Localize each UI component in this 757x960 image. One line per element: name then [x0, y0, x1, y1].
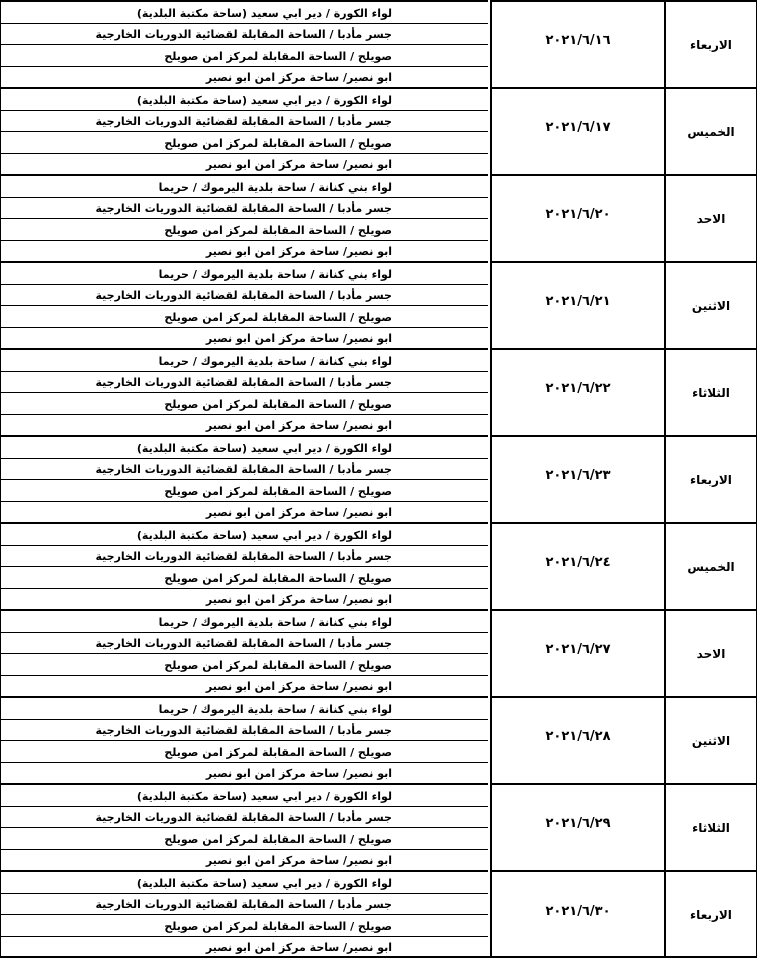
date-cell — [490, 87, 666, 174]
day-cell — [666, 522, 757, 609]
location-line: صويلح / الساحة المقابلة لمركز امن صويلح — [1, 133, 488, 154]
location-line: ابو نصير/ ساحة مركز امن ابو نصير — [205, 332, 392, 345]
schedule-row — [0, 0, 757, 87]
location-line: جسر مأدبا / الساحة المقابلة لقضائية الدوريات الخارجية — [1, 459, 488, 480]
location-line: جسر مأدبا / الساحة المقابلة لقضائية الدوريات الخارجية — [1, 24, 488, 45]
location-line: لواء الكورة / دير ابي سعيد (ساحة مكتبة البلدية) — [1, 90, 488, 111]
schedule-row — [0, 696, 757, 783]
date-text: ٢٠٢١/٦/١٦ — [545, 33, 611, 48]
date-text: ٢٠٢١/٦/٣٠ — [545, 903, 611, 919]
location-line: جسر مأدبا / الساحة المقابلة لقضائية الدوريات الخارجية — [1, 894, 488, 915]
locations-cell — [0, 870, 488, 958]
location-line: ابو نصير/ ساحة مركز امن ابو نصير — [205, 593, 392, 606]
location-line: لواء بني كنانة / ساحة بلدية اليرموك / حريما — [1, 612, 488, 633]
location-line: ابو نصير/ ساحة مركز امن ابو نصير — [205, 680, 392, 693]
locations-cell — [0, 609, 488, 696]
locations-cell — [0, 696, 488, 783]
schedule-row — [0, 348, 757, 435]
date-cell — [490, 174, 666, 261]
day-text: الاثنين — [691, 298, 731, 313]
date-text: ٢٠٢١/٦/٢٨ — [545, 729, 611, 744]
location-line: ابو نصير/ ساحة مركز امن ابو نصير — [205, 506, 392, 519]
location-line: صويلح / الساحة المقابلة لمركز امن صويلح — [1, 742, 488, 763]
schedule-row — [0, 870, 757, 958]
day-cell — [666, 435, 757, 522]
location-line: ابو نصير/ ساحة مركز امن ابو نصير — [205, 767, 392, 780]
day-text: الاربعاء — [690, 908, 732, 922]
day-text: الاثنين — [691, 733, 731, 748]
date-text: ٢٠٢١/٦/٢١ — [545, 294, 611, 309]
locations-cell — [0, 87, 488, 174]
date-cell — [490, 348, 666, 435]
day-text: الاحد — [696, 211, 726, 226]
location-line: ابو نصير/ ساحة مركز امن ابو نصير — [205, 419, 392, 432]
location-line: جسر مأدبا / الساحة المقابلة لقضائية الدوريات الخارجية — [1, 546, 488, 567]
schedule-row — [0, 609, 757, 696]
schedule-row — [0, 87, 757, 174]
day-cell — [666, 696, 757, 783]
locations-cell — [0, 261, 488, 348]
location-line: صويلح / الساحة المقابلة لمركز امن صويلح — [1, 394, 488, 415]
location-line: صويلح / الساحة المقابلة لمركز امن صويلح — [1, 829, 488, 850]
date-cell — [490, 522, 666, 609]
location-line: جسر مأدبا / الساحة المقابلة لقضائية الدوريات الخارجية — [1, 198, 488, 219]
location-line: جسر مأدبا / الساحة المقابلة لقضائية الدوريات الخارجية — [1, 111, 488, 132]
location-line: لواء بني كنانة / ساحة بلدية اليرموك / حريما — [1, 699, 488, 720]
location-line: صويلح / الساحة المقابلة لمركز امن صويلح — [1, 46, 488, 67]
locations-cell — [0, 0, 488, 87]
location-line: جسر مأدبا / الساحة المقابلة لقضائية الدوريات الخارجية — [1, 372, 488, 393]
location-line: جسر مأدبا / الساحة المقابلة لقضائية الدوريات الخارجية — [1, 807, 488, 828]
location-line: صويلح / الساحة المقابلة لمركز امن صويلح — [1, 916, 488, 937]
day-cell — [666, 261, 757, 348]
date-cell — [490, 609, 666, 696]
day-text: الثلاثاء — [692, 385, 730, 400]
location-line: لواء الكورة / دير ابي سعيد (ساحة مكتبة البلدية) — [1, 786, 488, 807]
day-text: الاحد — [696, 646, 726, 661]
date-cell — [490, 435, 666, 522]
location-line: صويلح / الساحة المقابلة لمركز امن صويلح — [1, 307, 488, 328]
schedule-row — [0, 783, 757, 870]
location-line: لواء الكورة / دير ابي سعيد (ساحة مكتبة البلدية) — [1, 438, 488, 459]
date-text: ٢٠٢١/٦/٢٠ — [545, 207, 611, 222]
day-cell — [666, 783, 757, 870]
location-line: صويلح / الساحة المقابلة لمركز امن صويلح — [1, 220, 488, 241]
location-line: صويلح / الساحة المقابلة لمركز امن صويلح — [1, 481, 488, 502]
location-line: جسر مأدبا / الساحة المقابلة لقضائية الدوريات الخارجية — [1, 633, 488, 654]
day-text: الخميس — [687, 124, 735, 139]
date-cell — [490, 261, 666, 348]
locations-cell — [0, 174, 488, 261]
location-line: لواء بني كنانة / ساحة بلدية اليرموك / حريما — [1, 351, 488, 372]
location-line: ابو نصير/ ساحة مركز امن ابو نصير — [205, 941, 392, 954]
date-cell — [490, 696, 666, 783]
date-text: ٢٠٢١/٦/٢٤ — [545, 555, 611, 570]
locations-cell — [0, 522, 488, 609]
location-line: لواء الكورة / دير ابي سعيد (ساحة مكتبة البلدية) — [1, 873, 488, 894]
date-cell — [490, 783, 666, 870]
locations-cell — [0, 783, 488, 870]
location-line: جسر مأدبا / الساحة المقابلة لقضائية الدوريات الخارجية — [1, 720, 488, 741]
day-text: الخميس — [687, 559, 735, 574]
day-cell — [666, 609, 757, 696]
location-line: لواء بني كنانة / ساحة بلدية اليرموك / حريما — [1, 177, 488, 198]
date-text: ٢٠٢١/٦/٢٩ — [545, 816, 611, 831]
location-line: لواء الكورة / دير ابي سعيد (ساحة مكتبة البلدية) — [1, 525, 488, 546]
location-line: لواء الكورة / دير ابي سعيد (ساحة مكتبة البلدية) — [1, 3, 488, 24]
location-line: ابو نصير/ ساحة مركز امن ابو نصير — [205, 245, 392, 258]
day-text: الاربعاء — [690, 37, 732, 52]
location-line: صويلح / الساحة المقابلة لمركز امن صويلح — [1, 655, 488, 676]
date-cell — [490, 0, 666, 87]
schedule-row — [0, 522, 757, 609]
day-cell — [666, 870, 757, 958]
location-line: لواء بني كنانة / ساحة بلدية اليرموك / حريما — [1, 264, 488, 285]
locations-cell — [0, 435, 488, 522]
day-cell — [666, 348, 757, 435]
day-text: الثلاثاء — [692, 820, 730, 835]
schedule-row — [0, 174, 757, 261]
schedule-row — [0, 261, 757, 348]
location-line: ابو نصير/ ساحة مركز امن ابو نصير — [205, 854, 392, 867]
day-cell — [666, 174, 757, 261]
schedule-row — [0, 435, 757, 522]
table-bottom-border — [0, 956, 757, 958]
location-line: صويلح / الساحة المقابلة لمركز امن صويلح — [1, 568, 488, 589]
date-cell — [490, 870, 666, 958]
location-line: جسر مأدبا / الساحة المقابلة لقضائية الدوريات الخارجية — [1, 285, 488, 306]
date-text: ٢٠٢١/٦/٢٢ — [545, 381, 611, 396]
day-cell — [666, 0, 757, 87]
date-text: ٢٠٢١/٦/١٧ — [545, 120, 611, 135]
location-line: ابو نصير/ ساحة مركز امن ابو نصير — [205, 71, 392, 84]
locations-cell — [0, 348, 488, 435]
day-text: الاربعاء — [690, 472, 732, 487]
date-text: ٢٠٢١/٦/٢٣ — [545, 468, 611, 483]
day-cell — [666, 87, 757, 174]
date-text: ٢٠٢١/٦/٢٧ — [545, 642, 611, 657]
location-line: ابو نصير/ ساحة مركز امن ابو نصير — [205, 158, 392, 171]
